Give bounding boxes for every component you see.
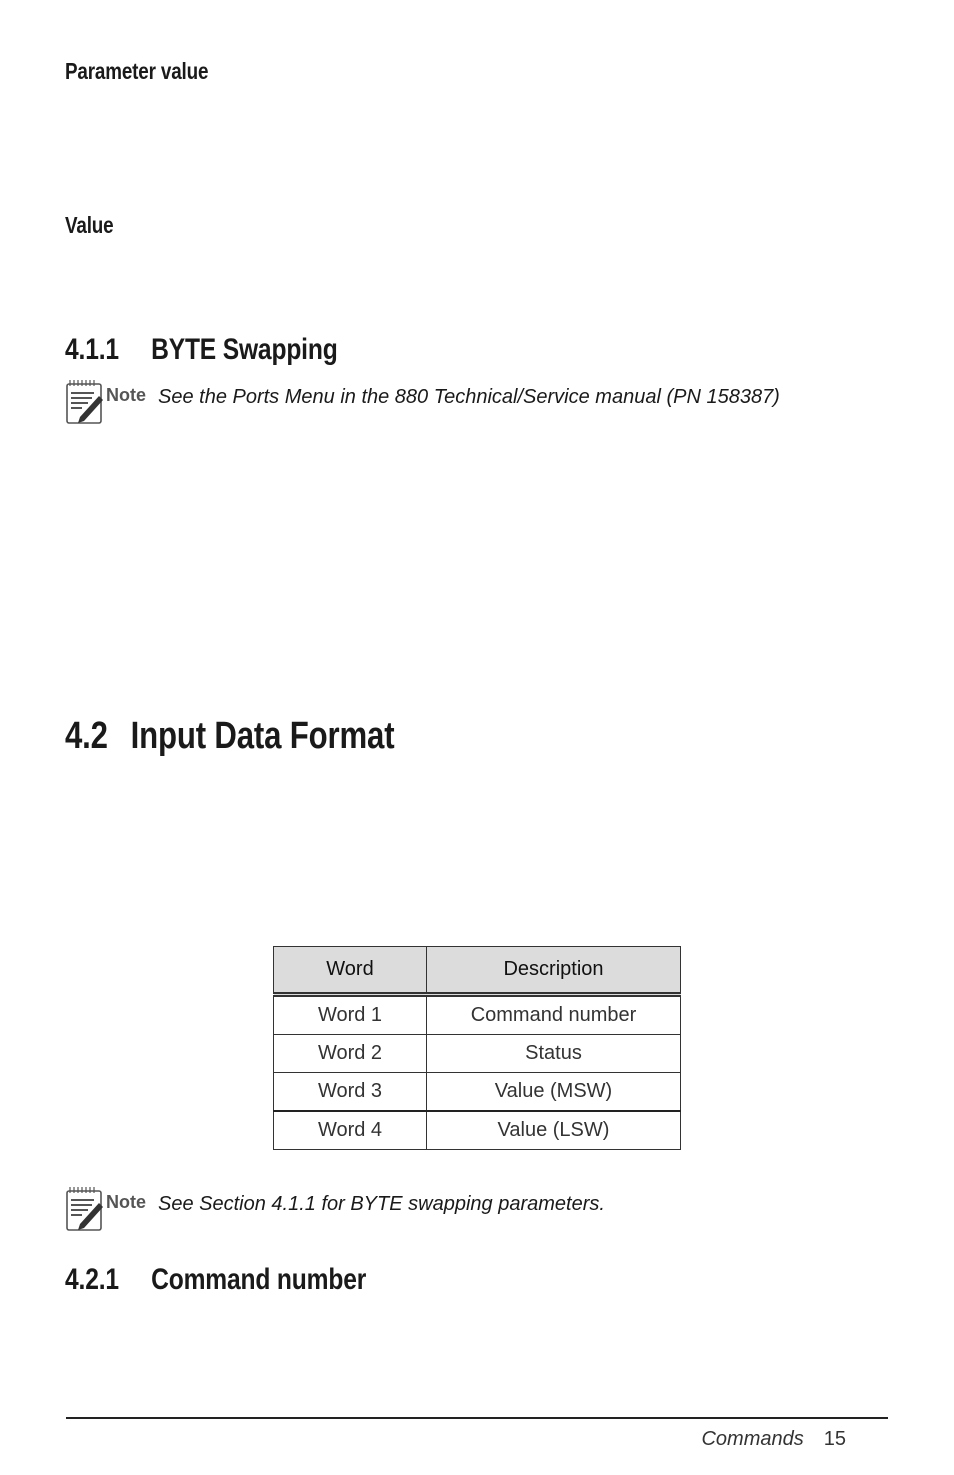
section-number: 4.2 — [65, 715, 108, 757]
note-label: Note — [106, 1192, 146, 1212]
table-row — [274, 1073, 681, 1112]
page-footer — [701, 1428, 846, 1451]
note-pad-pencil-icon — [66, 1186, 106, 1232]
section-title: Command number — [151, 1263, 367, 1296]
parameter-value-label: Parameter value — [65, 58, 209, 84]
section-number: 4.1.1 — [65, 333, 119, 366]
table-row — [274, 1111, 681, 1150]
footer-divider — [66, 1417, 888, 1419]
note-text: See the Ports Menu in the 880 Technical/Service manual (PN 158387) — [158, 386, 780, 408]
section-title: Input Data Format — [130, 715, 395, 757]
footer-section-name: Commands — [701, 1428, 804, 1450]
cell-description: Value (LSW) — [427, 1111, 681, 1150]
cell-description: Status — [427, 1035, 681, 1073]
note-pad-pencil-icon — [66, 379, 106, 425]
table-header-row — [274, 947, 681, 995]
cell-description: Command number — [427, 995, 681, 1035]
section-heading-4-1-1 — [65, 333, 338, 367]
column-header-word: Word — [274, 947, 427, 995]
note-label: Note — [106, 385, 146, 405]
section-number: 4.2.1 — [65, 1263, 119, 1296]
value-label: Value — [65, 212, 114, 238]
section-title: BYTE Swapping — [151, 333, 338, 366]
cell-word: Word 1 — [274, 995, 427, 1035]
note-byte-swapping — [66, 1186, 605, 1232]
note-ports-menu — [66, 379, 780, 425]
note-text: See Section 4.1.1 for BYTE swapping parameters. — [158, 1193, 605, 1215]
input-data-format-table — [273, 946, 681, 1150]
cell-word: Word 2 — [274, 1035, 427, 1073]
section-heading-4-2 — [65, 715, 394, 758]
page-number: 15 — [823, 1428, 846, 1450]
cell-word: Word 4 — [274, 1111, 427, 1150]
column-header-description: Description — [427, 947, 681, 995]
table-row — [274, 995, 681, 1035]
cell-description: Value (MSW) — [427, 1073, 681, 1112]
section-heading-4-2-1 — [65, 1263, 366, 1297]
table-row — [274, 1035, 681, 1073]
cell-word: Word 3 — [274, 1073, 427, 1112]
